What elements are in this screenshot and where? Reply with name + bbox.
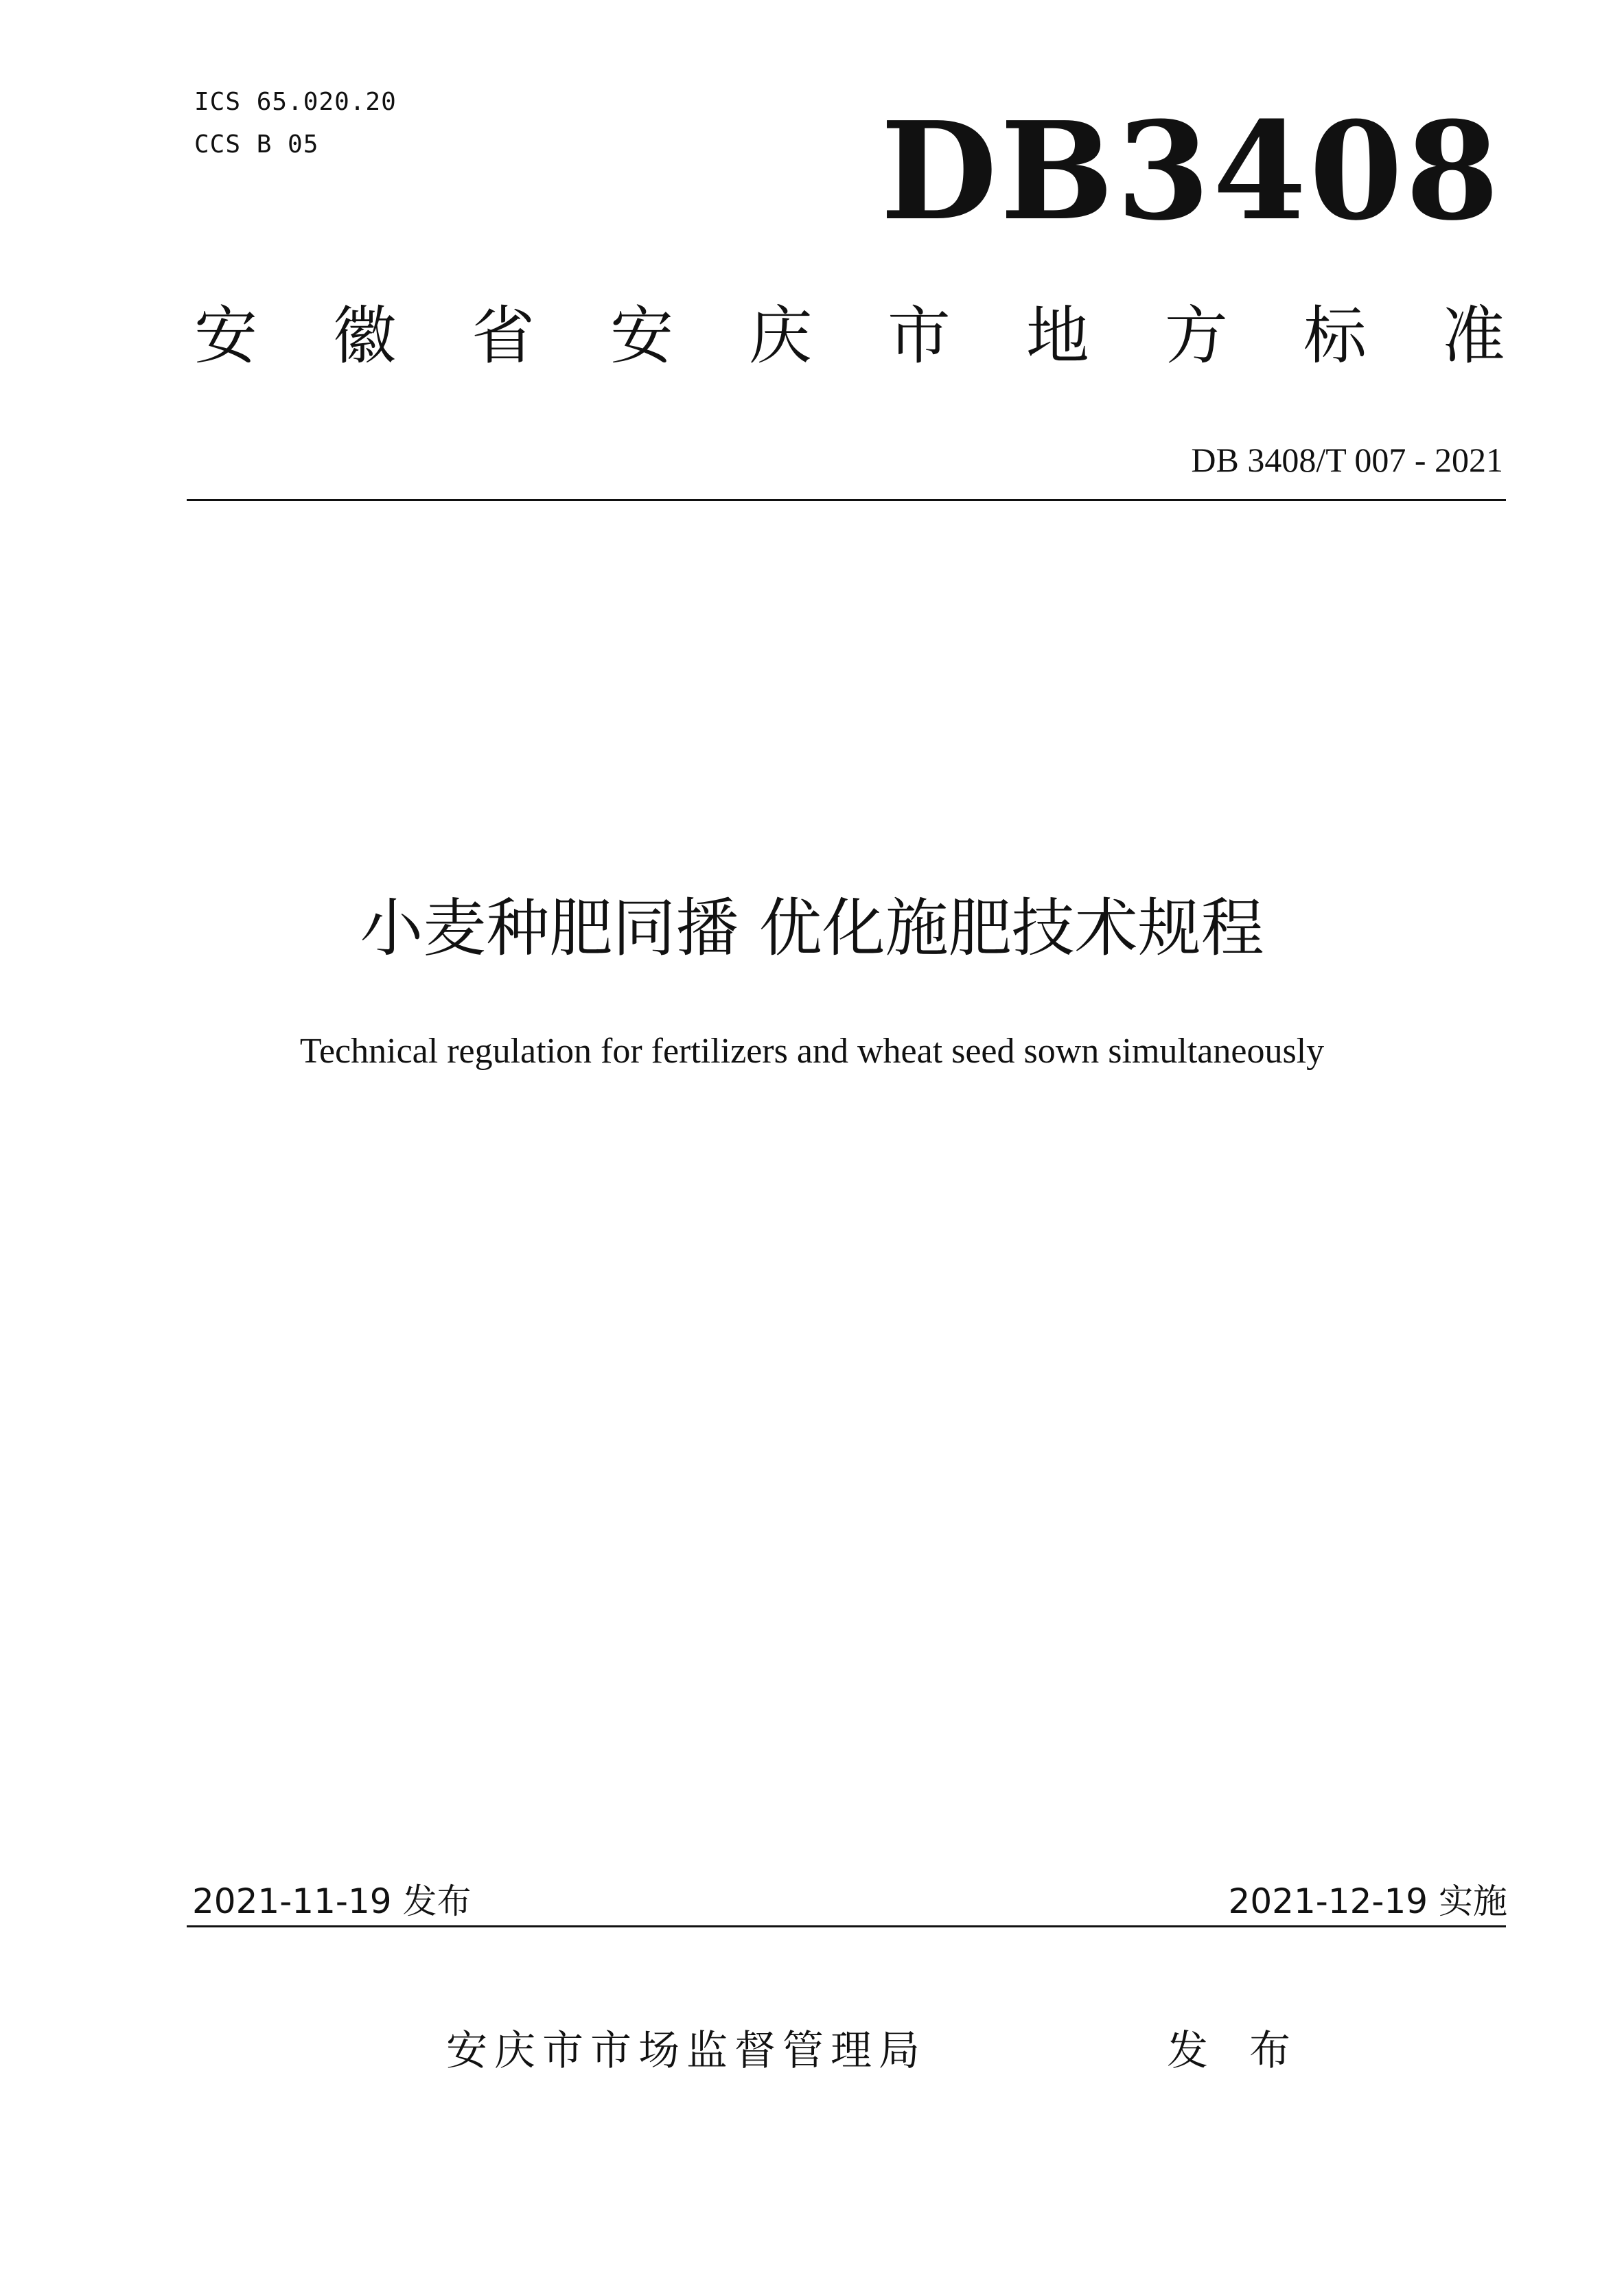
- standard-type-char: 市: [887, 299, 951, 373]
- publish-label: 发布: [1167, 2027, 1332, 2075]
- ics-code: ICS 65.020.20: [194, 88, 397, 116]
- standard-type-char: 地: [1025, 299, 1089, 373]
- issue-date: 2021-11-19 发布: [192, 1881, 472, 1921]
- bottom-divider: [187, 1925, 1506, 1927]
- top-divider: [187, 499, 1506, 501]
- standard-number: DB 3408/T 007 - 2021: [1191, 441, 1503, 479]
- standard-type-char: 标: [1303, 299, 1367, 373]
- standard-type-char: 方: [1164, 299, 1228, 373]
- standard-type-char: 安: [610, 299, 673, 373]
- standard-type-char: 省: [471, 299, 535, 373]
- ccs-code: CCS B 05: [194, 130, 319, 159]
- standard-type-title: [194, 295, 1505, 378]
- standard-type-char: 安: [194, 299, 258, 373]
- publisher: [446, 2024, 927, 2078]
- implementation-date: 2021-12-19 实施: [1228, 1881, 1507, 1921]
- document-title-chinese: 小麦种肥同播 优化施肥技术规程: [360, 892, 1264, 965]
- classification-codes: [194, 81, 397, 166]
- standard-type-char: 准: [1441, 299, 1505, 373]
- document-title-english: Technical regulation for fertilizers and wheat seed sown simultaneously: [299, 1032, 1325, 1071]
- standard-type-char: 徽: [332, 299, 396, 373]
- standard-type-char: 庆: [748, 299, 812, 373]
- publisher-name: 安庆市市场监督管理局: [446, 2027, 927, 2075]
- standard-code-heading: DB3408: [880, 93, 1502, 251]
